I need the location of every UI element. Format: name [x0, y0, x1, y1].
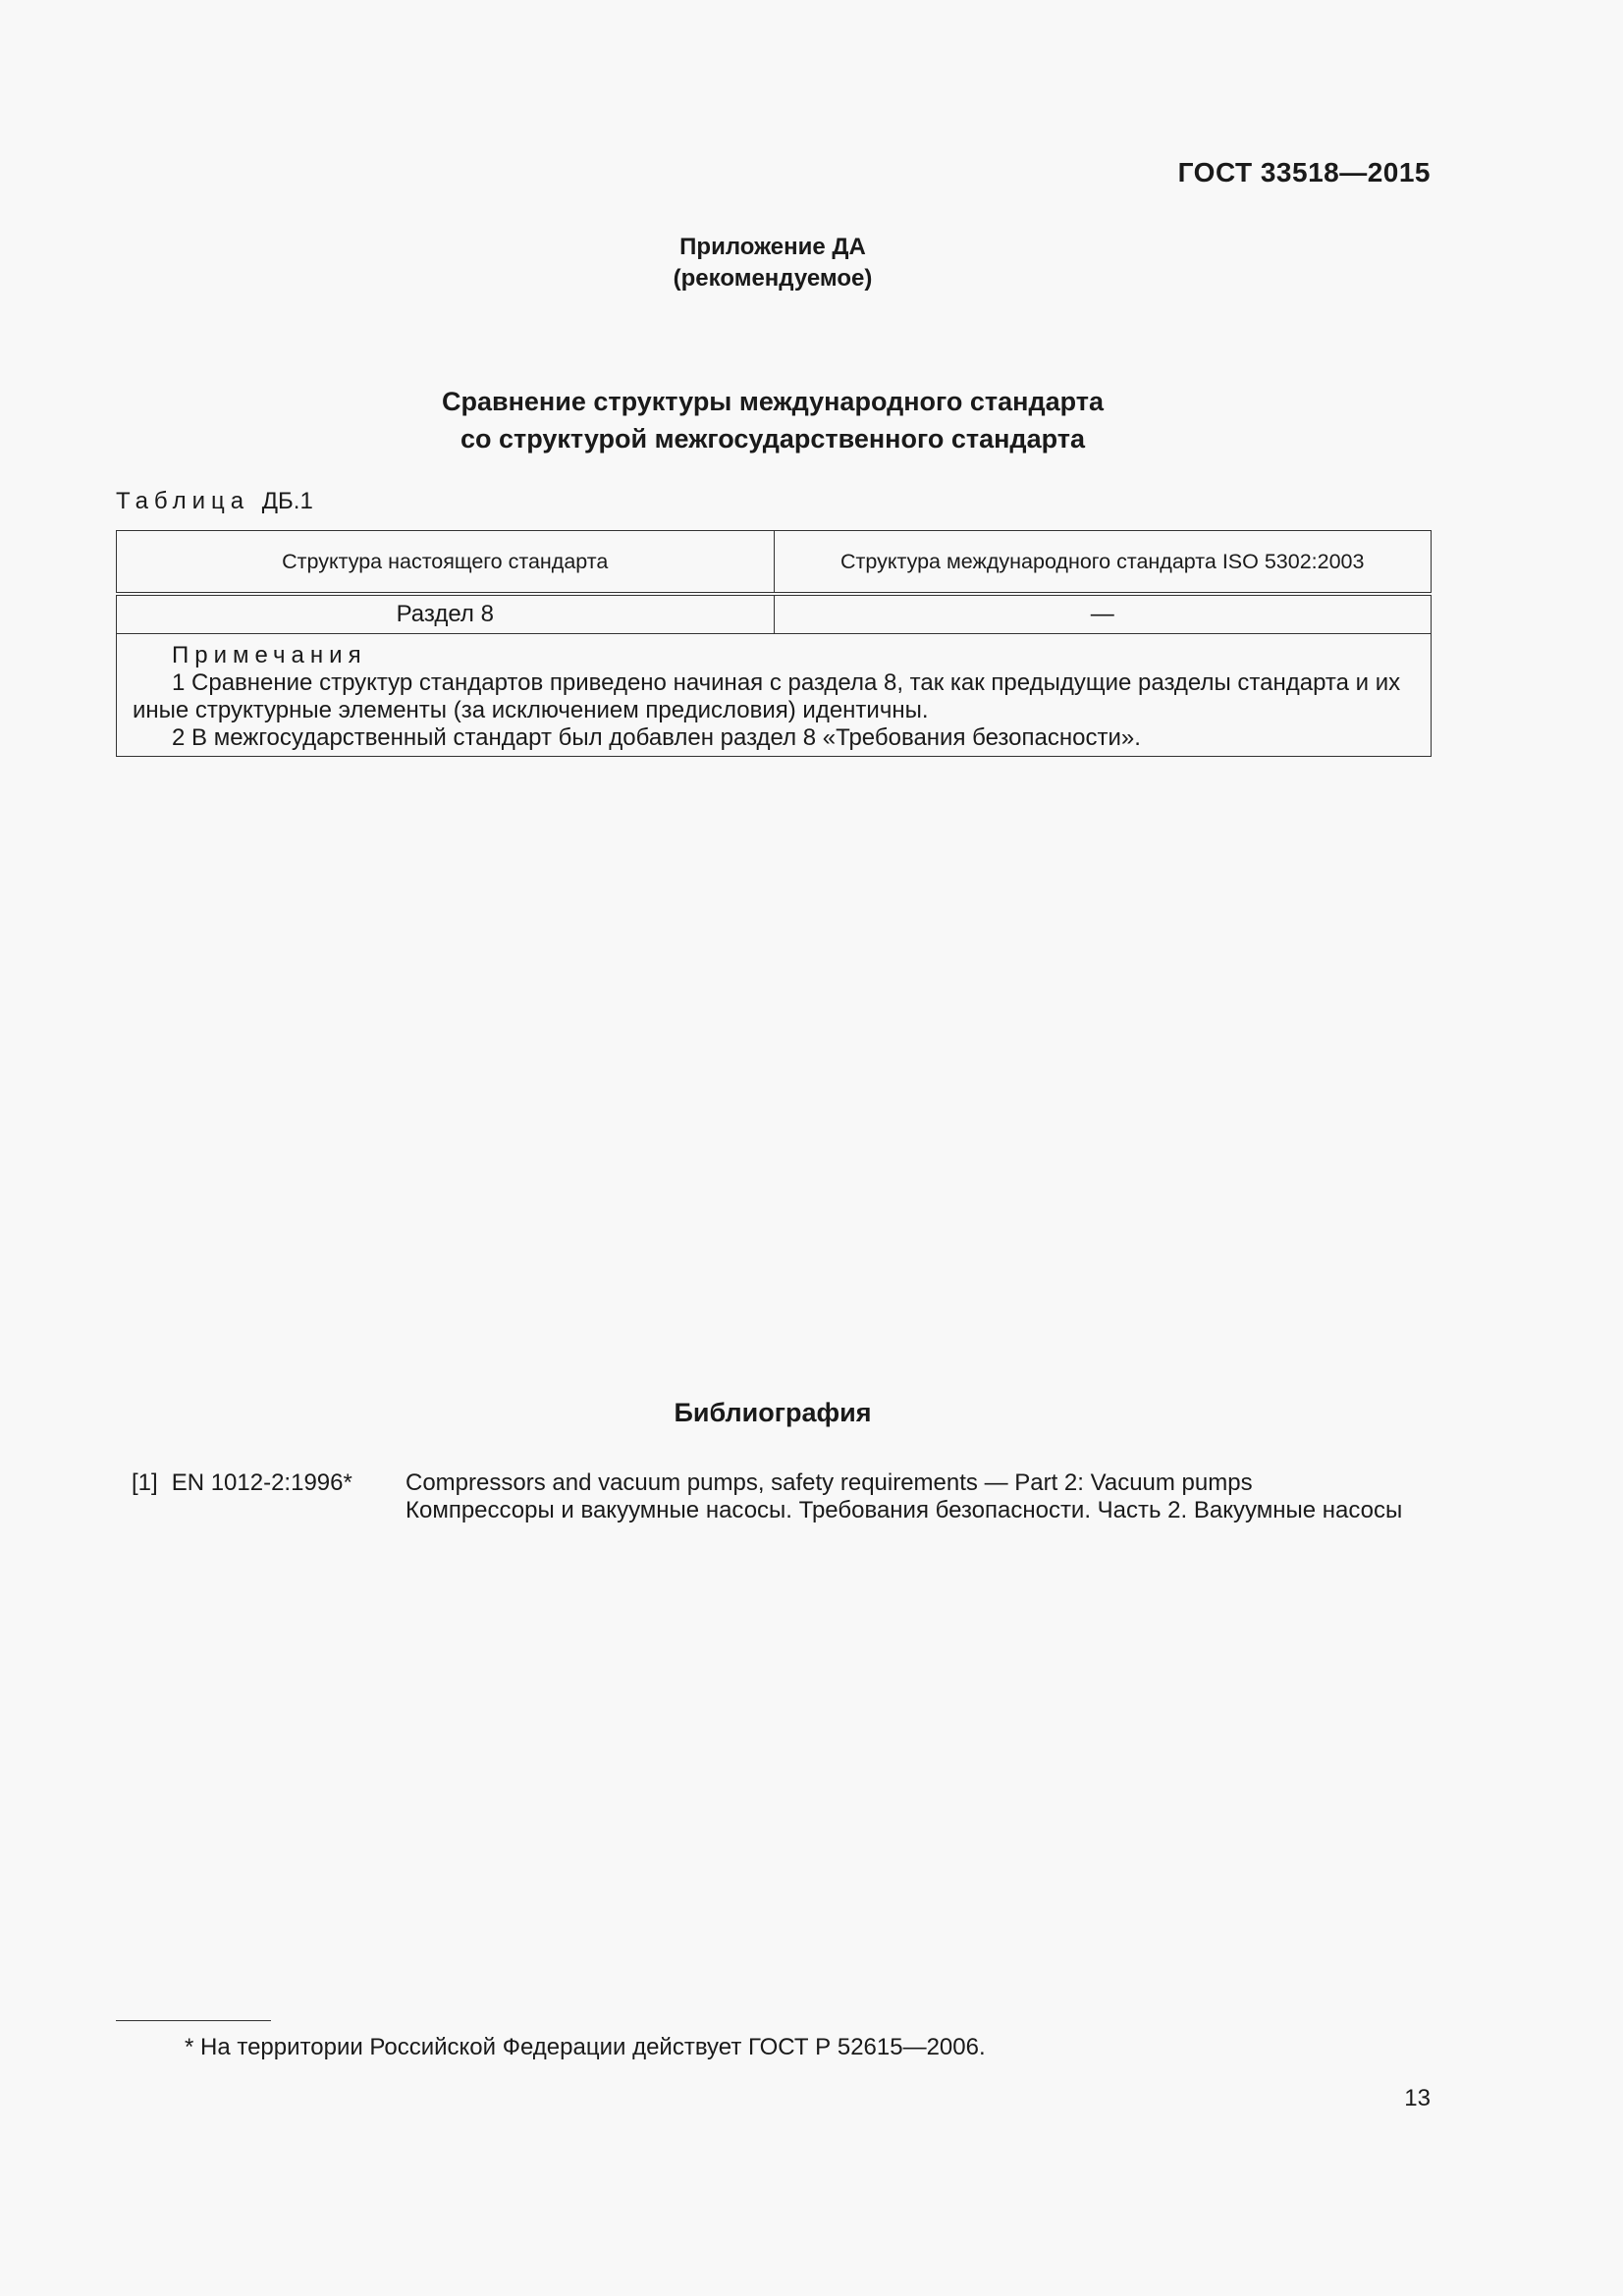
notes-title: Примечания — [172, 642, 367, 668]
table-notes-cell — [117, 634, 1432, 757]
table-caption — [116, 488, 313, 515]
table-cell: — — [774, 594, 1432, 634]
appendix-subtitle: (рекомендуемое) — [673, 265, 873, 292]
section-title-line-2: со структурой межгосударственного стандарта — [460, 424, 1085, 454]
table-caption-label: Таблица — [116, 488, 250, 514]
bibliography-entry-title-ru: Компрессоры и вакуумные насосы. Требования безопасности. Часть 2. Вакуумные насосы — [406, 1497, 1403, 1523]
footnote: * На территории Российской Федерации действует ГОСТ Р 52615—2006. — [185, 2034, 986, 2060]
document-code: ГОСТ 33518—2015 — [1177, 157, 1431, 187]
table-notes-row — [117, 634, 1432, 757]
table-cell: Раздел 8 — [117, 594, 775, 634]
bibliography-entry-number: [1] — [132, 1469, 158, 1496]
note-item: 1 Сравнение структур стандартов приведено начиная с раздела 8, так как предыдущие разделы стандарта и их иные структурные элементы (за исключением предисловия) идентичны. — [133, 669, 1401, 723]
page-number: 13 — [1404, 2085, 1431, 2111]
bibliography-title: Библиография — [674, 1398, 872, 1427]
bibliography-entry-code: EN 1012-2:1996* — [171, 1469, 352, 1496]
note-item: 2 В межгосударственный стандарт был добавлен раздел 8 «Требования безопасности». — [172, 724, 1141, 751]
appendix-title: Приложение ДА — [679, 234, 866, 260]
section-title-line-1: Сравнение структуры международного стандарта — [442, 387, 1104, 416]
section-title — [0, 383, 1545, 457]
table-header-cell: Структура настоящего стандарта — [117, 531, 775, 595]
bibliography-entry-text — [406, 1469, 1414, 1524]
table-header-cell: Структура международного стандарта ISO 5302:2003 — [774, 531, 1432, 595]
table-caption-number: ДБ.1 — [261, 488, 313, 514]
footnote-divider — [116, 2020, 271, 2021]
table-header-row — [117, 531, 1432, 595]
bibliography-entry-title-en: Compressors and vacuum pumps, safety requirements — Part 2: Vacuum pumps — [406, 1469, 1253, 1496]
appendix-heading — [0, 232, 1545, 294]
structure-comparison-table — [116, 530, 1432, 757]
bibliography-entry-reference — [132, 1469, 352, 1497]
table-row — [117, 594, 1432, 634]
